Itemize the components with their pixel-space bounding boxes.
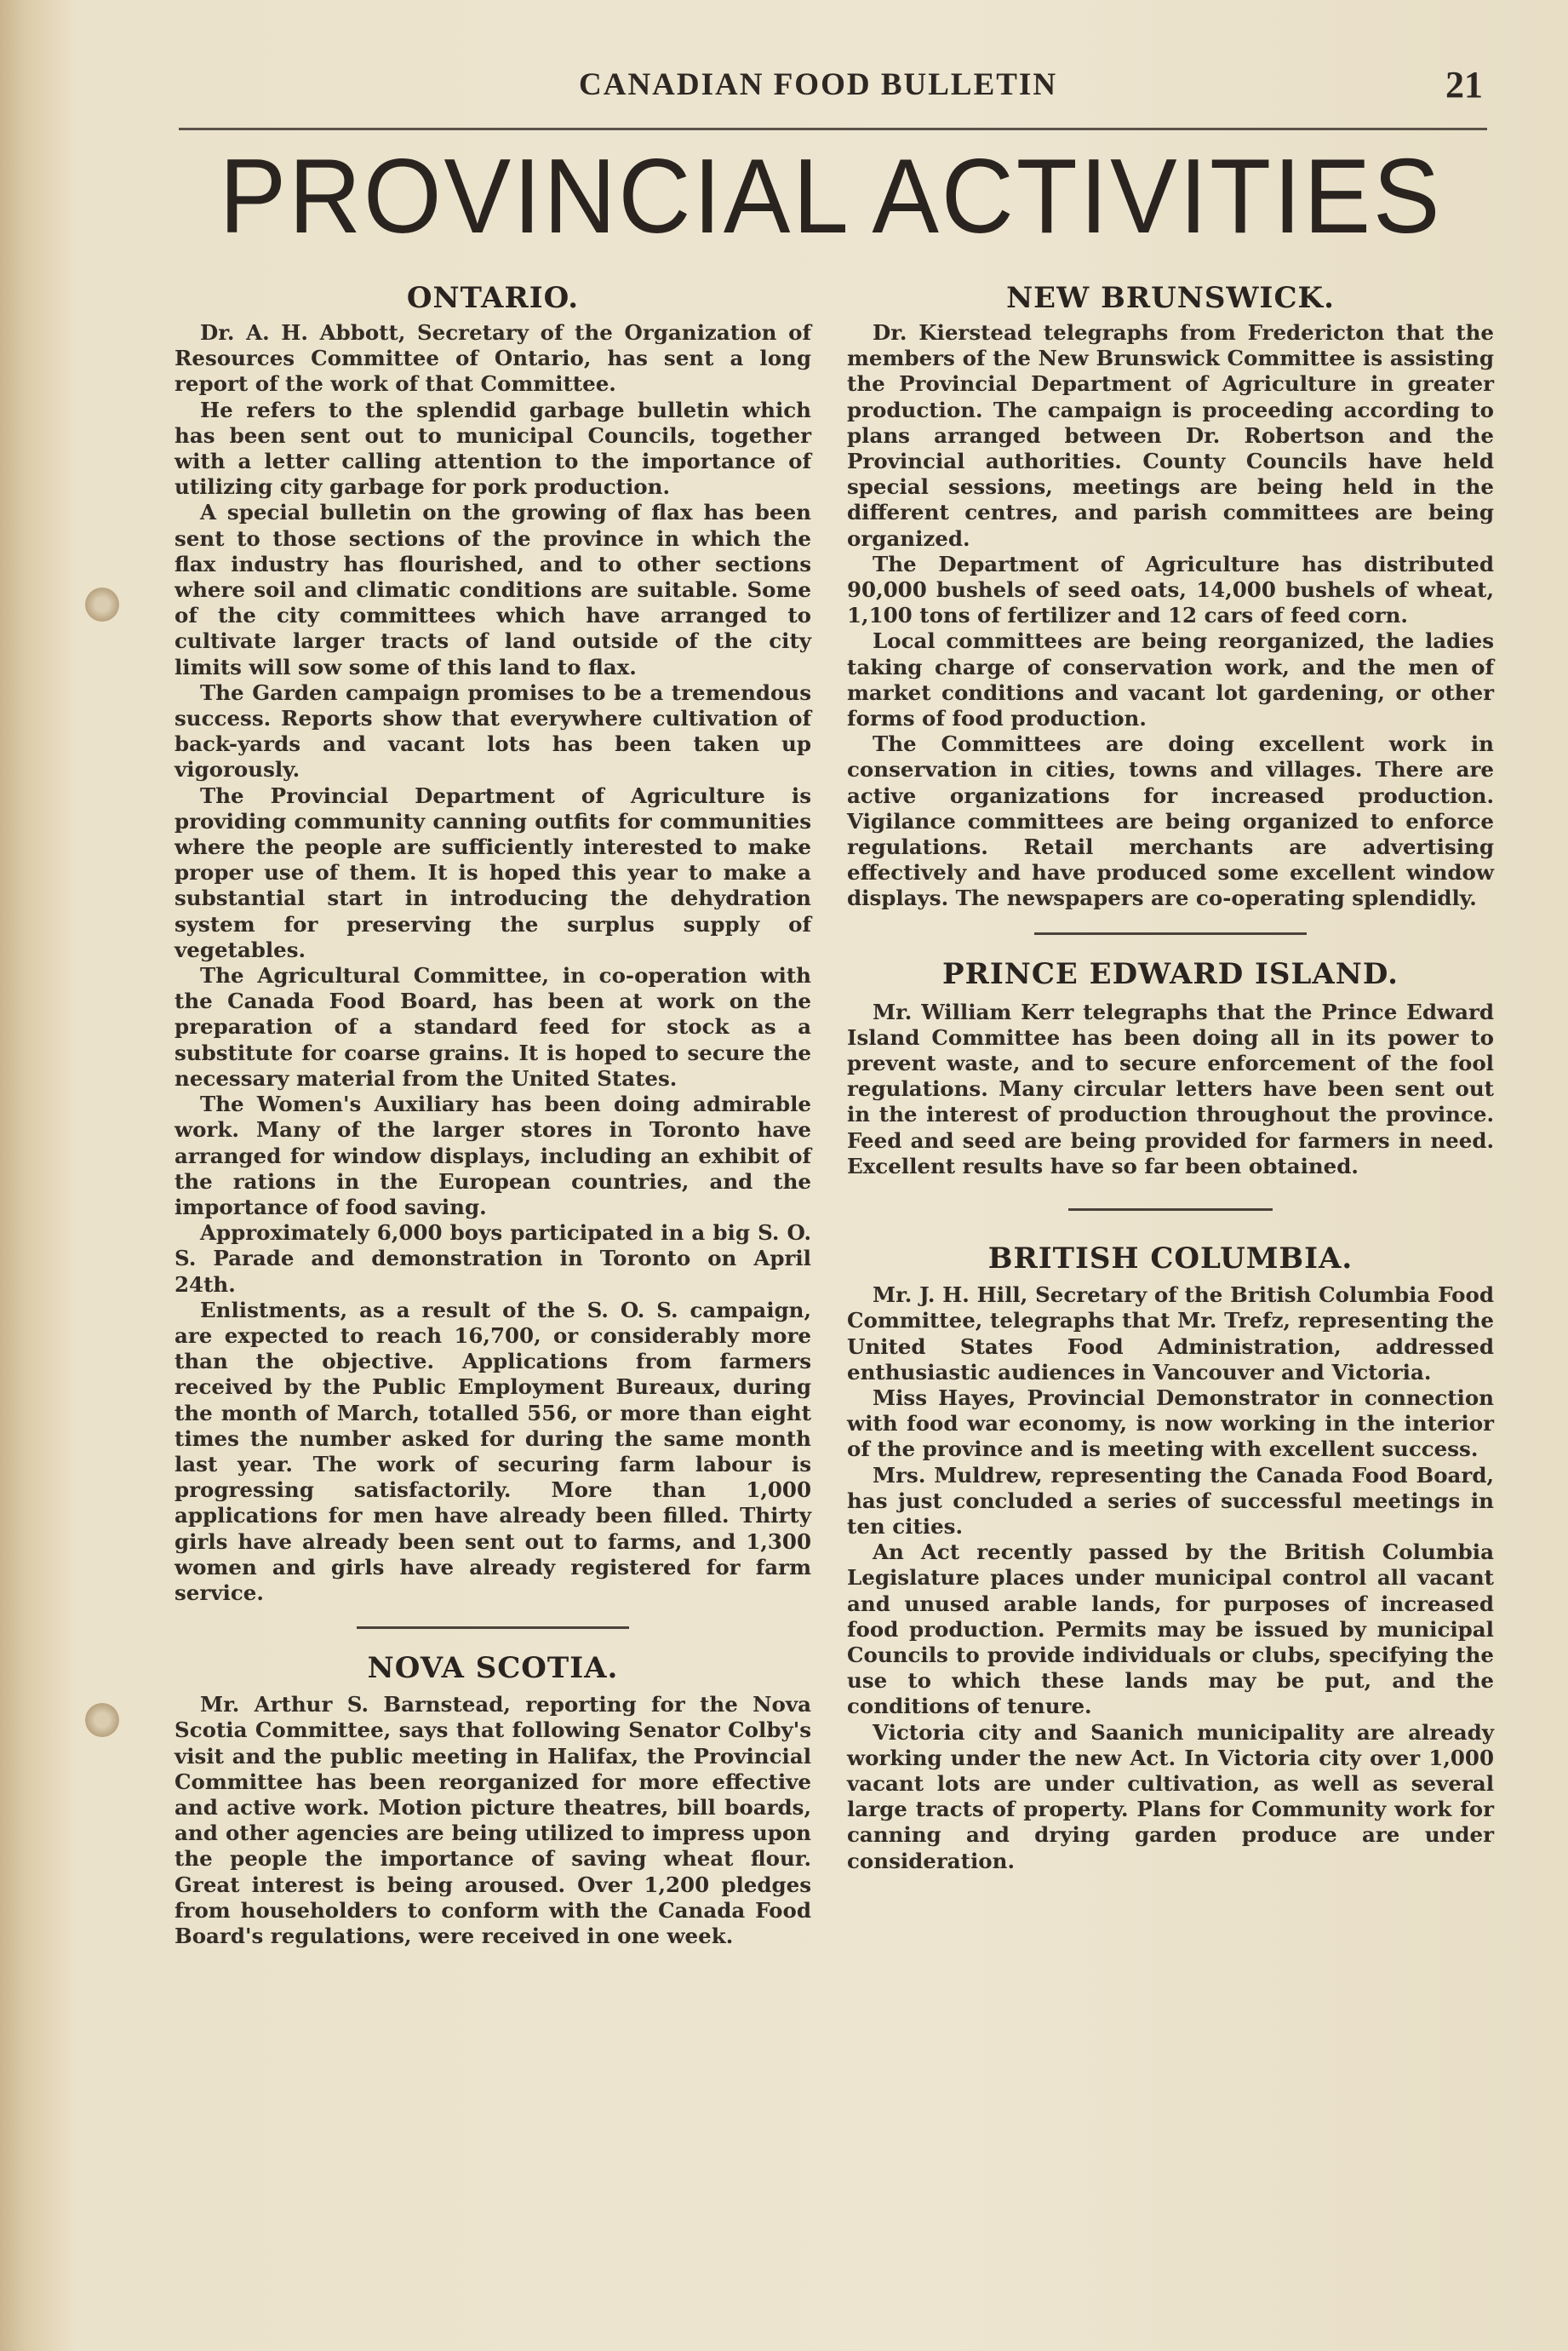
new-brunswick-paragraph: The Department of Agriculture has distributed 90,000 bushels of seed oats, 14,000 bushels of wheat, 1,100 tons of fertilizer and 12 cars of feed corn. bbox=[847, 551, 1494, 628]
new-brunswick-paragraph: Dr. Kierstead telegraphs from Fredericton that the members of the New Brunswick Committee is assisting the Provincial Department of Agriculture in greater production. The campaign is proceeding according to plans arranged between Dr. Robertson and the Provincial authorities. County Councils have held special sessions, meetings are being held in the different centres, and parish committees are being organized. bbox=[847, 320, 1494, 551]
new-brunswick-body bbox=[847, 320, 1494, 912]
new-brunswick-paragraph: Local committees are being reorganized, the ladies taking charge of conservation work, and the men of market conditions and vacant lot gardening, or other forms of food production. bbox=[847, 628, 1494, 731]
nova-scotia-paragraph: Mr. Arthur S. Barnstead, reporting for the Nova Scotia Committee, says that following Senator Colby's visit and the public meeting in Halifax, the Provincial Committee has been reorganized for more effective and active work. Motion picture theatres, bill boards, and other agencies are being utilized to impress upon the people the importance of saving wheat flour. Great interest is being aroused. Over 1,200 pledges from householders to conform with the Canada Food Board's regulations, were received in one week. bbox=[175, 1692, 811, 1948]
ontario-paragraph: Approximately 6,000 boys participated in a big S. O. S. Parade and demonstration in Toronto on April 24th. bbox=[175, 1220, 811, 1297]
header-rule bbox=[179, 128, 1487, 130]
nova-scotia-heading: NOVA SCOTIA. bbox=[367, 1651, 619, 1686]
left-column bbox=[175, 281, 811, 1949]
british-columbia-paragraph: Mr. J. H. Hill, Secretary of the British Columbia Food Committee, telegraphs that Mr. Trefz, representing the United States Food Administration, addressed enthusiastic audiences in Vancouver and Victoria. bbox=[847, 1282, 1494, 1385]
british-columbia-body bbox=[847, 1282, 1494, 1874]
running-head bbox=[179, 66, 1483, 109]
ontario-paragraph: Enlistments, as a result of the S. O. S. campaign, are expected to reach 16,700, or considerably more than the objective. Applications from farmers received by the Public Employment Bureaux, during the month of March, totalled 556, or more than eight times the number asked for during the same month last year. The work of securing farm labour is progressing satisfactorily. More than 1,000 applications for men have already been filled. Thirty girls have already been sent out to farms, and 1,300 women and girls have already registered for farm service. bbox=[175, 1297, 811, 1605]
right-column bbox=[847, 281, 1494, 1874]
ontario-paragraph: He refers to the splendid garbage bulletin which has been sent out to municipal Councils, together with a letter calling attention to the importance of utilizing city garbage for pork production. bbox=[175, 397, 811, 500]
ontario-body bbox=[175, 320, 811, 1606]
ontario-paragraph: Dr. A. H. Abbott, Secretary of the Organization of Resources Committee of Ontario, has sent a long report of the work of that Committee. bbox=[175, 320, 811, 397]
page-number: 21 bbox=[1445, 64, 1483, 106]
british-columbia-paragraph: Mrs. Muldrew, representing the Canada Food Board, has just concluded a series of successful meetings in ten cities. bbox=[847, 1462, 1494, 1539]
new-brunswick-heading: NEW BRUNSWICK. bbox=[1006, 281, 1335, 315]
main-title: PROVINCIAL ACTIVITIES bbox=[219, 138, 1443, 255]
british-columbia-heading: BRITISH COLUMBIA. bbox=[987, 1241, 1353, 1276]
ontario-paragraph: The Women's Auxiliary has been doing admirable work. Many of the larger stores in Toronto have arranged for window displays, including an exhibit of the rations in the European countries, and the importance of food saving. bbox=[175, 1092, 811, 1219]
ontario-paragraph: A special bulletin on the growing of flax has been sent to those sections of the province in which the flax industry has flourished, and to other sections where soil and climatic conditions are suitable. Some of the city committees which have arranged to cultivate larger tracts of land outside of the city limits will sow some of this land to flax. bbox=[175, 500, 811, 679]
ontario-heading: ONTARIO. bbox=[406, 281, 580, 315]
nova-scotia-body bbox=[175, 1692, 811, 1949]
british-columbia-paragraph: An Act recently passed by the British Columbia Legislature places under municipal control all vacant and unused arable lands, for purposes of increased food production. Permits may be issued by municipal Councils to provide individuals or clubs, specifying the use to which these lands may be put, and the conditions of tenure. bbox=[847, 1540, 1494, 1719]
ontario-paragraph: The Garden campaign promises to be a tremendous success. Reports show that everywhere cultivation of back-yards and vacant lots has been taken up vigorously. bbox=[175, 679, 811, 783]
binding-hole-top bbox=[85, 588, 119, 622]
section-divider bbox=[1034, 932, 1307, 935]
british-columbia-paragraph: Victoria city and Saanich municipality are already working under the new Act. In Victoria city over 1,000 vacant lots are under cultivation, as well as several large tracts of property. Plans for Community work for canning and drying garden produce are under consideration. bbox=[847, 1719, 1494, 1873]
new-brunswick-paragraph: The Committees are doing excellent work in conservation in cities, towns and villages. There are active organizations for increased production. Vigilance committees are being organized to enforce regulations. Retail merchants are advertising effectively and have produced some excellent window displays. The newspapers are co-operating splendidly. bbox=[847, 731, 1494, 911]
ontario-paragraph: The Provincial Department of Agriculture is providing community canning outfits for communities where the people are sufficiently interested to make proper use of them. It is hoped this year to make a substantial start in introducing the dehydration system for preserving the surplus supply of vegetables. bbox=[175, 783, 811, 962]
section-divider bbox=[357, 1626, 629, 1629]
prince-edward-island-body bbox=[847, 1000, 1494, 1179]
british-columbia-paragraph: Miss Hayes, Provincial Demonstrator in connection with food war economy, is now working in the interior of the province and is meeting with excellent success. bbox=[847, 1385, 1494, 1462]
prince-edward-island-heading: PRINCE EDWARD ISLAND. bbox=[942, 956, 1399, 991]
ontario-paragraph: The Agricultural Committee, in co-operation with the Canada Food Board, has been at work on the preparation of a standard feed for stock as a substitute for coarse grains. It is hoped to secure the necessary material from the United States. bbox=[175, 963, 811, 1091]
prince-edward-island-paragraph: Mr. William Kerr telegraphs that the Prince Edward Island Committee has been doing all in its power to prevent waste, and to secure enforcement of the fool regulations. Many circular letters have been sent out in the interest of production throughout the province. Feed and seed are being provided for farmers in need. Excellent results have so far been obtained. bbox=[847, 999, 1494, 1178]
running-title: CANADIAN FOOD BULLETIN bbox=[579, 67, 1058, 102]
section-divider bbox=[1068, 1208, 1273, 1211]
binding-hole-bottom bbox=[85, 1703, 119, 1737]
